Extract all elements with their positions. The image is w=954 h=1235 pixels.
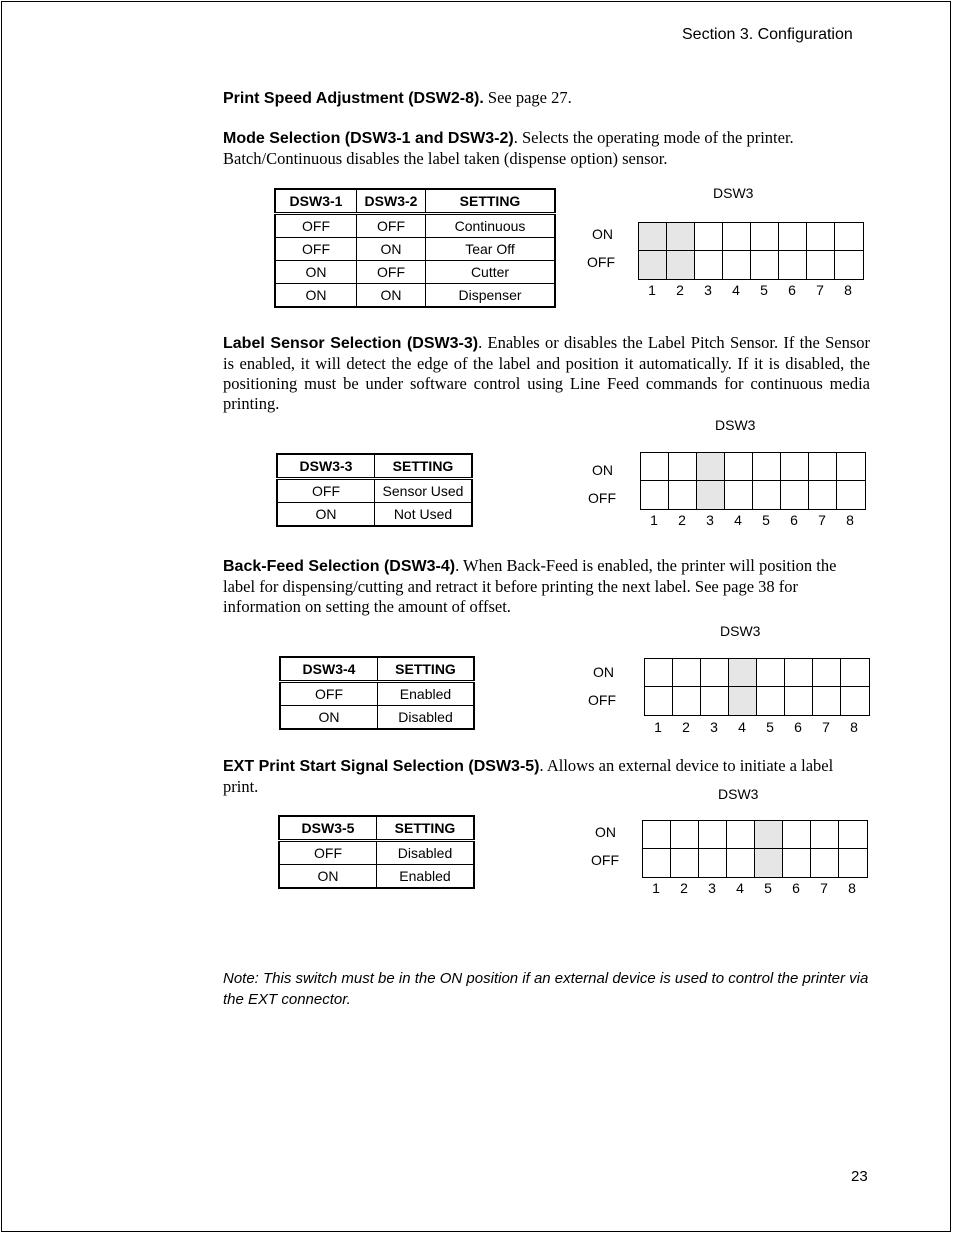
print-speed-title: Print Speed Adjustment (DSW2-8).	[223, 90, 484, 107]
dip-switch-cell	[781, 481, 809, 509]
dip-switch-cell	[645, 687, 673, 715]
dip-switch-number: 8	[846, 512, 854, 528]
dip-switch-cell	[643, 821, 671, 849]
dip-switch-number: 6	[794, 719, 802, 735]
dip-switch-cell	[645, 659, 673, 687]
dip-switch-number: 1	[650, 512, 658, 528]
dip-switch-cell	[723, 223, 751, 251]
dip-switch-number: 7	[822, 719, 830, 735]
dip-switch-cell	[667, 251, 695, 279]
label-sensor-title: Label Sensor Selection (DSW3-3)	[223, 335, 479, 352]
dip-switch-cell	[641, 453, 669, 481]
dip-label: DSW3	[713, 185, 754, 201]
mode-table	[274, 188, 556, 308]
dip-switch-cell	[641, 481, 669, 509]
dip-label: DSW3	[720, 623, 761, 639]
dip-switch-cell	[723, 251, 751, 279]
dip-switch-cell	[673, 659, 701, 687]
table-header: SETTING	[377, 816, 475, 841]
dip-switch-cell	[639, 223, 667, 251]
dip-switch-number: 5	[760, 282, 768, 298]
table-cell: ON	[279, 865, 377, 889]
dip-switch-cell	[783, 821, 811, 849]
table-cell: ON	[277, 503, 375, 527]
table-row	[280, 706, 474, 730]
dip-switch-cell	[811, 849, 839, 877]
dip-switch-cell	[697, 453, 725, 481]
dip-switch-cell	[671, 849, 699, 877]
dip-switch-number: 3	[704, 282, 712, 298]
dip-off-label: OFF	[588, 490, 616, 506]
dip-switch-cell	[837, 453, 865, 481]
table-header: DSW3-1	[275, 189, 357, 214]
dip-switch-cell	[695, 251, 723, 279]
dip-switch-cell	[701, 659, 729, 687]
dip-switch-number: 7	[818, 512, 826, 528]
table-cell: Disabled	[378, 706, 475, 730]
dip-switch-number: 2	[678, 512, 686, 528]
dip-switch-cell	[753, 453, 781, 481]
dip-switch-cell	[781, 453, 809, 481]
dip-switch-number: 2	[676, 282, 684, 298]
table-header: SETTING	[375, 454, 473, 479]
dip-switch-cell	[699, 821, 727, 849]
ext-print-table	[278, 815, 475, 889]
dip-numbers	[644, 719, 868, 735]
dip-switch-cell	[839, 849, 867, 877]
table-row	[280, 682, 474, 706]
dip-switch-number: 8	[844, 282, 852, 298]
table-cell: Dispenser	[426, 284, 556, 308]
dip-label: DSW3	[718, 786, 759, 802]
dip-switch-cell	[671, 821, 699, 849]
dip-switch-cell	[835, 223, 863, 251]
table-cell: Continuous	[426, 214, 556, 238]
dip-grid	[644, 658, 870, 716]
dip-switch-cell	[727, 821, 755, 849]
table-cell: ON	[275, 261, 357, 284]
table-row	[277, 479, 472, 503]
dip-on-label: ON	[592, 226, 613, 242]
table-cell: ON	[357, 284, 426, 308]
table-cell: Cutter	[426, 261, 556, 284]
table-row	[279, 841, 474, 865]
dip-switch-number: 8	[848, 880, 856, 896]
dip-switch-cell	[669, 453, 697, 481]
table-cell: Tear Off	[426, 238, 556, 261]
dip-switch-number: 7	[816, 282, 824, 298]
table-cell: Enabled	[377, 865, 475, 889]
ext-print-body: . Allows an external device to initiate a label print.	[223, 756, 834, 796]
table-header-row	[279, 816, 474, 841]
table-cell: OFF	[277, 479, 375, 503]
dip-switch-number: 6	[792, 880, 800, 896]
dip-switch-cell	[757, 687, 785, 715]
table-cell: ON	[357, 238, 426, 261]
dip-numbers	[642, 880, 866, 896]
dip-switch-cell	[725, 453, 753, 481]
dip-switch-cell	[813, 659, 841, 687]
table-cell: OFF	[275, 214, 357, 238]
mode-title: Mode Selection (DSW3-1 and DSW3-2)	[223, 130, 514, 147]
dip-switch-cell	[783, 849, 811, 877]
dip-switch-number: 4	[732, 282, 740, 298]
dip-on-label: ON	[592, 462, 613, 478]
table-header: DSW3-4	[280, 657, 378, 682]
dip-switch-cell	[841, 659, 869, 687]
dip-off-label: OFF	[588, 692, 616, 708]
dip-switch-cell	[785, 659, 813, 687]
dip-switch-cell	[779, 251, 807, 279]
table-header: DSW3-3	[277, 454, 375, 479]
dip-switch-cell	[813, 687, 841, 715]
dip-switch-cell	[725, 481, 753, 509]
dip-on-label: ON	[593, 664, 614, 680]
print-speed-paragraph	[223, 88, 870, 109]
table-cell: Not Used	[375, 503, 473, 527]
section-header: Section 3. Configuration	[682, 26, 853, 43]
dip-switch-cell	[729, 659, 757, 687]
label-sensor-body: . Enables or disables the Label Pitch Sensor. If the Sensor is enabled, it will detect the edge of the label and position it automatically. If it is disabled, the positioning must be under software control using Line Feed commands for continuous media printing.	[223, 333, 871, 413]
dip-switch-cell	[753, 481, 781, 509]
dip-switch-number: 2	[682, 719, 690, 735]
dip-switch-cell	[669, 481, 697, 509]
dip-switch-number: 4	[738, 719, 746, 735]
table-cell: Enabled	[378, 682, 475, 706]
dip-switch-cell	[751, 251, 779, 279]
dip-grid	[640, 452, 866, 510]
dip-switch-cell	[809, 453, 837, 481]
dip-grid	[642, 820, 868, 878]
dip-switch-cell	[701, 687, 729, 715]
table-row	[277, 503, 472, 527]
label-sensor-paragraph	[223, 333, 870, 414]
table-header: SETTING	[378, 657, 475, 682]
dip-on-label: ON	[595, 824, 616, 840]
dip-off-label: OFF	[591, 852, 619, 868]
dip-switch-number: 1	[648, 282, 656, 298]
back-feed-title: Back-Feed Selection (DSW3-4)	[223, 558, 456, 575]
table-row	[275, 261, 555, 284]
table-cell: OFF	[357, 261, 426, 284]
table-row	[275, 238, 555, 261]
ext-print-title: EXT Print Start Signal Selection (DSW3-5)	[223, 758, 540, 775]
table-cell: OFF	[280, 682, 378, 706]
table-row	[275, 214, 555, 238]
dip-switch-number: 4	[734, 512, 742, 528]
dip-switch-number: 2	[680, 880, 688, 896]
dip-switch-number: 6	[790, 512, 798, 528]
dip-switch-number: 1	[654, 719, 662, 735]
dip-switch-cell	[667, 223, 695, 251]
dip-switch-number: 5	[764, 880, 772, 896]
table-header: SETTING	[426, 189, 556, 214]
dip-switch-cell	[639, 251, 667, 279]
page-number: 23	[851, 1168, 868, 1185]
ext-print-paragraph	[223, 756, 870, 797]
dip-switch-number: 8	[850, 719, 858, 735]
dip-switch-cell	[785, 687, 813, 715]
dip-switch-number: 5	[766, 719, 774, 735]
dip-switch-cell	[841, 687, 869, 715]
dip-switch-cell	[751, 223, 779, 251]
dip-switch-number: 7	[820, 880, 828, 896]
dip-grid	[638, 222, 864, 280]
table-cell: OFF	[279, 841, 377, 865]
table-header-row	[277, 454, 472, 479]
dip-switch-cell	[757, 659, 785, 687]
dip-switch-cell	[699, 849, 727, 877]
dip-switch-number: 5	[762, 512, 770, 528]
mode-body: . Selects the operating mode of the printer. Batch/Continuous disables the label taken (dispense option) sensor.	[223, 128, 794, 168]
dip-label: DSW3	[715, 417, 756, 433]
dip-switch-number: 1	[652, 880, 660, 896]
table-header-row	[280, 657, 474, 682]
table-cell: Disabled	[377, 841, 475, 865]
dip-switch-cell	[673, 687, 701, 715]
dip-switch-cell	[643, 849, 671, 877]
dip-switch-cell	[835, 251, 863, 279]
table-cell: Sensor Used	[375, 479, 473, 503]
table-row	[279, 865, 474, 889]
table-header: DSW3-5	[279, 816, 377, 841]
table-header-row	[275, 189, 555, 214]
back-feed-paragraph	[223, 556, 870, 617]
dip-switch-cell	[839, 821, 867, 849]
print-speed-body: See page 27.	[483, 88, 572, 107]
table-cell: ON	[275, 284, 357, 308]
dip-switch-cell	[755, 849, 783, 877]
dip-switch-number: 4	[736, 880, 744, 896]
dip-switch-cell	[755, 821, 783, 849]
dip-off-label: OFF	[587, 254, 615, 270]
dip-switch-cell	[811, 821, 839, 849]
dip-switch-cell	[809, 481, 837, 509]
note-text: Note: This switch must be in the ON position if an external device is used to control the printer via the EXT connector.	[223, 970, 869, 1008]
dip-switch-cell	[727, 849, 755, 877]
dip-switch-cell	[807, 223, 835, 251]
dip-switch-cell	[695, 223, 723, 251]
dip-numbers	[638, 282, 862, 298]
table-cell: OFF	[357, 214, 426, 238]
dip-switch-cell	[779, 223, 807, 251]
table-cell: OFF	[275, 238, 357, 261]
dip-switch-number: 3	[706, 512, 714, 528]
dip-switch-number: 6	[788, 282, 796, 298]
mode-paragraph	[223, 128, 870, 169]
back-feed-body: . When Back-Feed is enabled, the printer will position the label for dispensing/cutting and retract it before printing the next label. See page 38 for information on setting the amount of offset.	[223, 556, 837, 616]
dip-switch-cell	[697, 481, 725, 509]
table-row	[275, 284, 555, 308]
dip-switch-number: 3	[708, 880, 716, 896]
table-header: DSW3-2	[357, 189, 426, 214]
label-sensor-table	[276, 453, 473, 527]
dip-switch-number: 3	[710, 719, 718, 735]
dip-numbers	[640, 512, 864, 528]
table-cell: ON	[280, 706, 378, 730]
dip-switch-cell	[807, 251, 835, 279]
dip-switch-cell	[729, 687, 757, 715]
back-feed-table	[279, 656, 475, 730]
dip-switch-cell	[837, 481, 865, 509]
